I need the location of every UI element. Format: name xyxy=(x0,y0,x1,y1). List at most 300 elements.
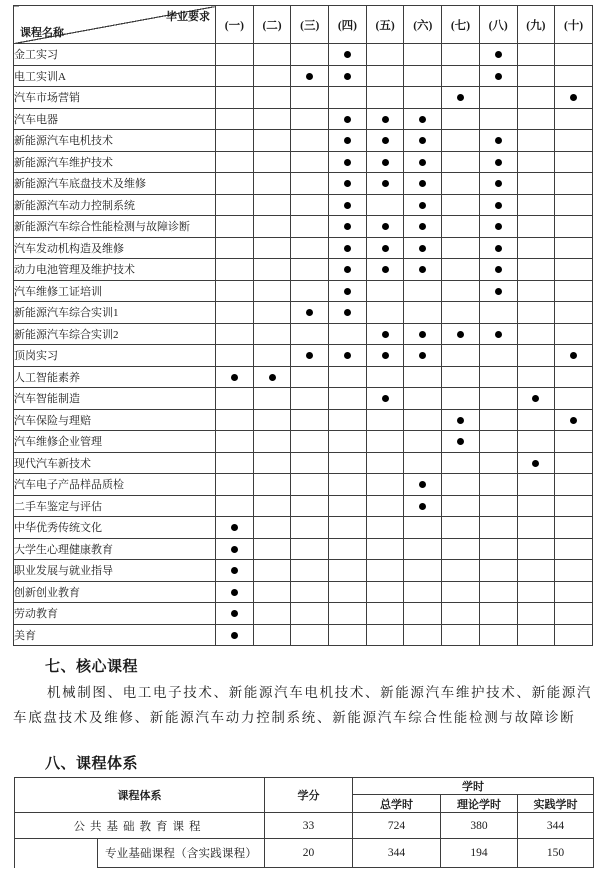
bullet-mark-icon xyxy=(344,309,351,316)
requirement-mark-cell xyxy=(253,409,291,431)
bullet-mark-icon xyxy=(344,73,351,80)
requirement-column-header: (二) xyxy=(253,6,291,44)
practice-value-cell: 344 xyxy=(518,813,594,839)
requirement-mark-cell xyxy=(291,603,329,625)
requirement-mark-cell xyxy=(366,624,404,646)
requirement-mark-cell xyxy=(253,624,291,646)
requirement-mark-cell xyxy=(555,517,593,539)
requirement-mark-cell xyxy=(517,173,555,195)
requirement-mark-cell xyxy=(404,409,442,431)
requirement-mark-cell xyxy=(291,538,329,560)
requirement-mark-cell xyxy=(442,87,480,109)
requirement-mark-cell xyxy=(517,452,555,474)
requirement-mark-cell xyxy=(216,474,254,496)
requirement-mark-cell xyxy=(253,560,291,582)
requirement-mark-cell xyxy=(555,194,593,216)
course-name-cell: 劳动教育 xyxy=(14,603,216,625)
requirement-mark-cell xyxy=(404,603,442,625)
requirement-mark-cell xyxy=(216,560,254,582)
requirement-column-header: (五) xyxy=(366,6,404,44)
course-name-cell: 汽车智能制造 xyxy=(14,388,216,410)
requirement-mark-cell xyxy=(517,194,555,216)
requirement-mark-cell xyxy=(404,366,442,388)
requirement-mark-cell xyxy=(291,302,329,324)
bullet-mark-icon xyxy=(495,137,502,144)
requirement-mark-cell xyxy=(366,108,404,130)
bullet-mark-icon xyxy=(532,395,539,402)
course-row xyxy=(14,130,593,152)
requirement-mark-cell xyxy=(366,173,404,195)
bullet-mark-icon xyxy=(382,352,389,359)
requirement-mark-cell xyxy=(366,409,404,431)
requirement-mark-cell xyxy=(366,474,404,496)
course-name-cell: 汽车电子产品样品质检 xyxy=(14,474,216,496)
requirement-mark-cell xyxy=(366,302,404,324)
bullet-mark-icon xyxy=(344,266,351,273)
credits-hours-table xyxy=(14,777,594,868)
requirement-mark-cell xyxy=(479,366,517,388)
requirement-mark-cell xyxy=(366,259,404,281)
bullet-mark-icon xyxy=(344,137,351,144)
requirement-mark-cell xyxy=(517,624,555,646)
requirement-mark-cell xyxy=(216,452,254,474)
requirement-mark-cell xyxy=(517,280,555,302)
requirement-mark-cell xyxy=(555,108,593,130)
requirement-mark-cell xyxy=(366,87,404,109)
requirement-mark-cell xyxy=(404,517,442,539)
requirement-mark-cell xyxy=(404,151,442,173)
requirement-mark-cell xyxy=(442,302,480,324)
course-name-cell: 汽车保险与理赔 xyxy=(14,409,216,431)
course-row xyxy=(14,302,593,324)
requirement-mark-cell xyxy=(253,65,291,87)
requirement-mark-cell xyxy=(479,173,517,195)
requirement-mark-cell xyxy=(442,388,480,410)
requirement-mark-cell xyxy=(291,452,329,474)
header-course-system: 课程体系 xyxy=(15,778,265,813)
requirement-mark-cell xyxy=(253,452,291,474)
requirement-mark-cell xyxy=(329,237,367,259)
requirement-mark-cell xyxy=(442,495,480,517)
requirement-mark-cell xyxy=(555,474,593,496)
requirement-mark-cell xyxy=(555,173,593,195)
bullet-mark-icon xyxy=(457,438,464,445)
requirement-mark-cell xyxy=(216,237,254,259)
requirement-mark-cell xyxy=(216,130,254,152)
requirement-mark-cell xyxy=(329,409,367,431)
requirement-mark-cell xyxy=(216,495,254,517)
header-theory-hours: 理论学时 xyxy=(441,795,518,813)
requirement-mark-cell xyxy=(329,302,367,324)
practice-value-cell: 150 xyxy=(518,839,594,868)
requirement-mark-cell xyxy=(404,474,442,496)
bullet-mark-icon xyxy=(344,116,351,123)
requirement-mark-cell xyxy=(329,538,367,560)
header-credits: 学分 xyxy=(265,778,353,813)
requirement-mark-cell xyxy=(517,431,555,453)
requirement-mark-cell xyxy=(291,431,329,453)
requirement-mark-cell xyxy=(479,216,517,238)
requirement-mark-cell xyxy=(216,431,254,453)
requirement-mark-cell xyxy=(404,624,442,646)
requirement-mark-cell xyxy=(479,345,517,367)
requirement-mark-cell xyxy=(479,280,517,302)
course-name-cell: 二手车鉴定与评估 xyxy=(14,495,216,517)
requirement-mark-cell xyxy=(517,538,555,560)
course-row xyxy=(14,108,593,130)
requirement-mark-cell xyxy=(216,302,254,324)
course-row xyxy=(14,216,593,238)
requirement-mark-cell xyxy=(253,538,291,560)
credits-row xyxy=(15,839,594,868)
requirement-mark-cell xyxy=(253,87,291,109)
requirement-mark-cell xyxy=(253,603,291,625)
requirement-mark-cell xyxy=(517,87,555,109)
requirement-mark-cell xyxy=(216,259,254,281)
requirement-mark-cell xyxy=(555,237,593,259)
theory-value-cell: 380 xyxy=(441,813,518,839)
requirement-mark-cell xyxy=(329,173,367,195)
requirement-column-header: (三) xyxy=(291,6,329,44)
requirement-mark-cell xyxy=(253,366,291,388)
requirement-mark-cell xyxy=(291,474,329,496)
requirement-mark-cell xyxy=(442,538,480,560)
bullet-mark-icon xyxy=(419,266,426,273)
bullet-mark-icon xyxy=(457,331,464,338)
requirement-mark-cell xyxy=(517,345,555,367)
requirement-mark-cell xyxy=(517,302,555,324)
course-name-cell: 新能源汽车维护技术 xyxy=(14,151,216,173)
requirement-mark-cell xyxy=(253,495,291,517)
requirement-mark-cell xyxy=(479,538,517,560)
requirement-mark-cell xyxy=(555,345,593,367)
bullet-mark-icon xyxy=(382,245,389,252)
course-name-cell: 中华优秀传统文化 xyxy=(14,517,216,539)
requirement-mark-cell xyxy=(216,173,254,195)
bullet-mark-icon xyxy=(495,266,502,273)
header-hours-group: 学时 xyxy=(353,778,594,795)
course-row xyxy=(14,560,593,582)
course-row xyxy=(14,323,593,345)
requirement-mark-cell xyxy=(291,560,329,582)
course-name-cell: 汽车电器 xyxy=(14,108,216,130)
requirement-mark-cell xyxy=(329,431,367,453)
bullet-mark-icon xyxy=(457,94,464,101)
requirement-mark-cell xyxy=(291,495,329,517)
requirement-mark-cell xyxy=(555,259,593,281)
credits-body xyxy=(15,813,594,868)
requirement-mark-cell xyxy=(253,237,291,259)
requirement-mark-cell xyxy=(404,237,442,259)
requirement-mark-cell xyxy=(366,538,404,560)
bullet-mark-icon xyxy=(570,94,577,101)
requirement-mark-cell xyxy=(366,388,404,410)
requirement-mark-cell xyxy=(253,517,291,539)
bullet-mark-icon xyxy=(419,331,426,338)
bullet-mark-icon xyxy=(306,309,313,316)
course-name-cell: 电工实训A xyxy=(14,65,216,87)
requirement-mark-cell xyxy=(479,603,517,625)
requirement-mark-cell xyxy=(555,560,593,582)
requirement-mark-cell xyxy=(253,173,291,195)
requirement-mark-cell xyxy=(555,65,593,87)
bullet-mark-icon xyxy=(495,223,502,230)
requirement-mark-cell xyxy=(253,108,291,130)
bullet-mark-icon xyxy=(495,331,502,338)
requirement-mark-cell xyxy=(404,323,442,345)
requirement-mark-cell xyxy=(555,87,593,109)
requirement-mark-cell xyxy=(479,452,517,474)
requirement-mark-cell xyxy=(253,44,291,66)
bullet-mark-icon xyxy=(570,417,577,424)
requirement-mark-cell xyxy=(253,259,291,281)
requirement-mark-cell xyxy=(216,345,254,367)
bullet-mark-icon xyxy=(382,159,389,166)
core-courses-paragraph xyxy=(13,680,592,730)
requirement-mark-cell xyxy=(253,302,291,324)
requirement-mark-cell xyxy=(442,259,480,281)
bullet-mark-icon xyxy=(419,137,426,144)
theory-value-cell: 194 xyxy=(441,839,518,868)
requirement-mark-cell xyxy=(253,280,291,302)
requirement-mark-cell xyxy=(404,259,442,281)
requirement-mark-cell xyxy=(216,280,254,302)
bullet-mark-icon xyxy=(419,245,426,252)
credits-value-cell: 33 xyxy=(265,813,353,839)
credits-header-row-1 xyxy=(15,778,594,795)
requirement-mark-cell xyxy=(329,130,367,152)
course-row xyxy=(14,65,593,87)
requirement-mark-cell xyxy=(442,151,480,173)
requirement-mark-cell xyxy=(291,44,329,66)
requirement-mark-cell xyxy=(329,452,367,474)
course-category-cell: 专业基础课程（含实践课程） xyxy=(98,839,265,868)
requirement-mark-cell xyxy=(555,495,593,517)
requirement-mark-cell xyxy=(517,216,555,238)
requirement-mark-cell xyxy=(329,517,367,539)
requirement-mark-cell xyxy=(253,130,291,152)
requirement-mark-cell xyxy=(216,87,254,109)
requirement-mark-cell xyxy=(479,388,517,410)
requirement-mark-cell xyxy=(329,216,367,238)
requirement-mark-cell xyxy=(555,216,593,238)
requirement-mark-cell xyxy=(291,409,329,431)
requirement-mark-cell xyxy=(442,409,480,431)
requirement-mark-cell xyxy=(517,388,555,410)
requirement-mark-cell xyxy=(555,366,593,388)
requirement-mark-cell xyxy=(479,323,517,345)
requirement-mark-cell xyxy=(479,259,517,281)
bullet-mark-icon xyxy=(344,180,351,187)
requirement-mark-cell xyxy=(366,323,404,345)
bullet-mark-icon xyxy=(495,51,502,58)
bullet-mark-icon xyxy=(344,202,351,209)
requirement-mark-cell xyxy=(291,388,329,410)
requirement-mark-cell xyxy=(366,517,404,539)
requirement-mark-cell xyxy=(442,44,480,66)
requirement-mark-cell xyxy=(442,452,480,474)
requirement-mark-cell xyxy=(555,431,593,453)
requirement-mark-cell xyxy=(479,194,517,216)
requirement-mark-cell xyxy=(291,216,329,238)
bullet-mark-icon xyxy=(419,481,426,488)
requirement-mark-cell xyxy=(404,452,442,474)
bullet-mark-icon xyxy=(344,223,351,230)
bullet-mark-icon xyxy=(269,374,276,381)
requirement-mark-cell xyxy=(366,603,404,625)
requirement-mark-cell xyxy=(442,108,480,130)
header-practice-hours: 实践学时 xyxy=(518,795,594,813)
requirement-mark-cell xyxy=(366,495,404,517)
course-name-cell: 新能源汽车综合性能检测与故障诊断 xyxy=(14,216,216,238)
requirement-mark-cell xyxy=(479,65,517,87)
course-row xyxy=(14,87,593,109)
requirement-mark-cell xyxy=(517,108,555,130)
course-category-cell: 公共基础教育课程 xyxy=(15,813,265,839)
bullet-mark-icon xyxy=(231,524,238,531)
bullet-mark-icon xyxy=(231,632,238,639)
bullet-mark-icon xyxy=(495,180,502,187)
requirement-mark-cell xyxy=(404,173,442,195)
course-row xyxy=(14,388,593,410)
requirement-mark-cell xyxy=(442,280,480,302)
requirement-mark-cell xyxy=(517,581,555,603)
course-row xyxy=(14,259,593,281)
course-name-cell: 创新创业教育 xyxy=(14,581,216,603)
requirement-column-header: (一) xyxy=(216,6,254,44)
requirement-mark-cell xyxy=(442,366,480,388)
requirement-mark-cell xyxy=(517,474,555,496)
requirement-mark-cell xyxy=(555,409,593,431)
requirement-mark-cell xyxy=(479,474,517,496)
requirement-mark-cell xyxy=(291,280,329,302)
requirement-mark-cell xyxy=(555,538,593,560)
requirement-mark-cell xyxy=(404,216,442,238)
requirement-mark-cell xyxy=(404,130,442,152)
bullet-mark-icon xyxy=(382,180,389,187)
bullet-mark-icon xyxy=(419,202,426,209)
bullet-mark-icon xyxy=(382,331,389,338)
matrix-body xyxy=(14,44,593,646)
requirement-mark-cell xyxy=(329,366,367,388)
requirement-mark-cell xyxy=(479,87,517,109)
bullet-mark-icon xyxy=(457,417,464,424)
requirement-mark-cell xyxy=(291,108,329,130)
course-row xyxy=(14,624,593,646)
category-stub-cell xyxy=(15,839,98,868)
requirement-mark-cell xyxy=(479,130,517,152)
requirement-mark-cell xyxy=(479,108,517,130)
requirement-mark-cell xyxy=(555,302,593,324)
requirement-column-header: (六) xyxy=(404,6,442,44)
course-name-cell: 新能源汽车电机技术 xyxy=(14,130,216,152)
bullet-mark-icon xyxy=(344,51,351,58)
bullet-mark-icon xyxy=(495,159,502,166)
requirement-mark-cell xyxy=(517,517,555,539)
requirement-mark-cell xyxy=(517,366,555,388)
requirement-mark-cell xyxy=(366,452,404,474)
course-row xyxy=(14,538,593,560)
requirement-mark-cell xyxy=(329,323,367,345)
course-row xyxy=(14,409,593,431)
course-row xyxy=(14,151,593,173)
requirement-mark-cell xyxy=(329,194,367,216)
requirement-mark-cell xyxy=(329,388,367,410)
course-row xyxy=(14,474,593,496)
requirement-mark-cell xyxy=(216,538,254,560)
requirement-mark-cell xyxy=(442,431,480,453)
requirement-mark-cell xyxy=(216,323,254,345)
requirement-mark-cell xyxy=(291,624,329,646)
requirement-mark-cell xyxy=(442,474,480,496)
requirement-mark-cell xyxy=(555,603,593,625)
course-name-cell: 新能源汽车综合实训1 xyxy=(14,302,216,324)
requirement-mark-cell xyxy=(253,345,291,367)
requirement-mark-cell xyxy=(216,151,254,173)
requirement-mark-cell xyxy=(479,151,517,173)
requirement-mark-cell xyxy=(216,44,254,66)
requirement-mark-cell xyxy=(329,560,367,582)
requirement-mark-cell xyxy=(517,259,555,281)
requirement-mark-cell xyxy=(479,44,517,66)
requirement-mark-cell xyxy=(253,388,291,410)
requirement-column-header: (八) xyxy=(479,6,517,44)
requirement-column-header: (九) xyxy=(517,6,555,44)
requirement-mark-cell xyxy=(479,237,517,259)
requirement-mark-cell xyxy=(329,624,367,646)
requirement-mark-cell xyxy=(404,44,442,66)
requirement-mark-cell xyxy=(366,151,404,173)
requirement-mark-cell xyxy=(442,237,480,259)
bullet-mark-icon xyxy=(231,546,238,553)
header-total-hours: 总学时 xyxy=(353,795,441,813)
requirement-mark-cell xyxy=(366,431,404,453)
requirement-mark-cell xyxy=(442,194,480,216)
course-row xyxy=(14,495,593,517)
bullet-mark-icon xyxy=(419,116,426,123)
matrix-corner-cell xyxy=(14,6,216,44)
course-name-cell: 汽车维修工证培训 xyxy=(14,280,216,302)
course-name-cell: 新能源汽车底盘技术及维修 xyxy=(14,173,216,195)
requirement-mark-cell xyxy=(291,151,329,173)
requirement-mark-cell xyxy=(216,65,254,87)
requirement-mark-cell xyxy=(479,624,517,646)
bullet-mark-icon xyxy=(495,288,502,295)
requirement-mark-cell xyxy=(404,87,442,109)
requirement-mark-cell xyxy=(291,323,329,345)
requirement-mark-cell xyxy=(291,173,329,195)
requirement-mark-cell xyxy=(366,65,404,87)
paragraph-line: 车底盘技术及维修、新能源汽车动力控制系统、新能源汽车综合性能检测与故障诊断 xyxy=(13,710,576,725)
requirement-mark-cell xyxy=(404,345,442,367)
requirement-mark-cell xyxy=(253,216,291,238)
requirement-mark-cell xyxy=(253,323,291,345)
requirement-mark-cell xyxy=(479,581,517,603)
course-name-cell: 职业发展与就业指导 xyxy=(14,560,216,582)
requirement-mark-cell xyxy=(216,194,254,216)
course-row xyxy=(14,237,593,259)
corner-label-course-name: 课程名称 xyxy=(20,27,64,39)
bullet-mark-icon xyxy=(532,460,539,467)
bullet-mark-icon xyxy=(382,223,389,230)
bullet-mark-icon xyxy=(306,73,313,80)
requirement-mark-cell xyxy=(517,560,555,582)
requirement-mark-cell xyxy=(216,388,254,410)
requirement-mark-cell xyxy=(404,581,442,603)
requirement-mark-cell xyxy=(442,624,480,646)
section-heading-core-courses: 七、核心课程 xyxy=(45,659,139,675)
bullet-mark-icon xyxy=(344,352,351,359)
